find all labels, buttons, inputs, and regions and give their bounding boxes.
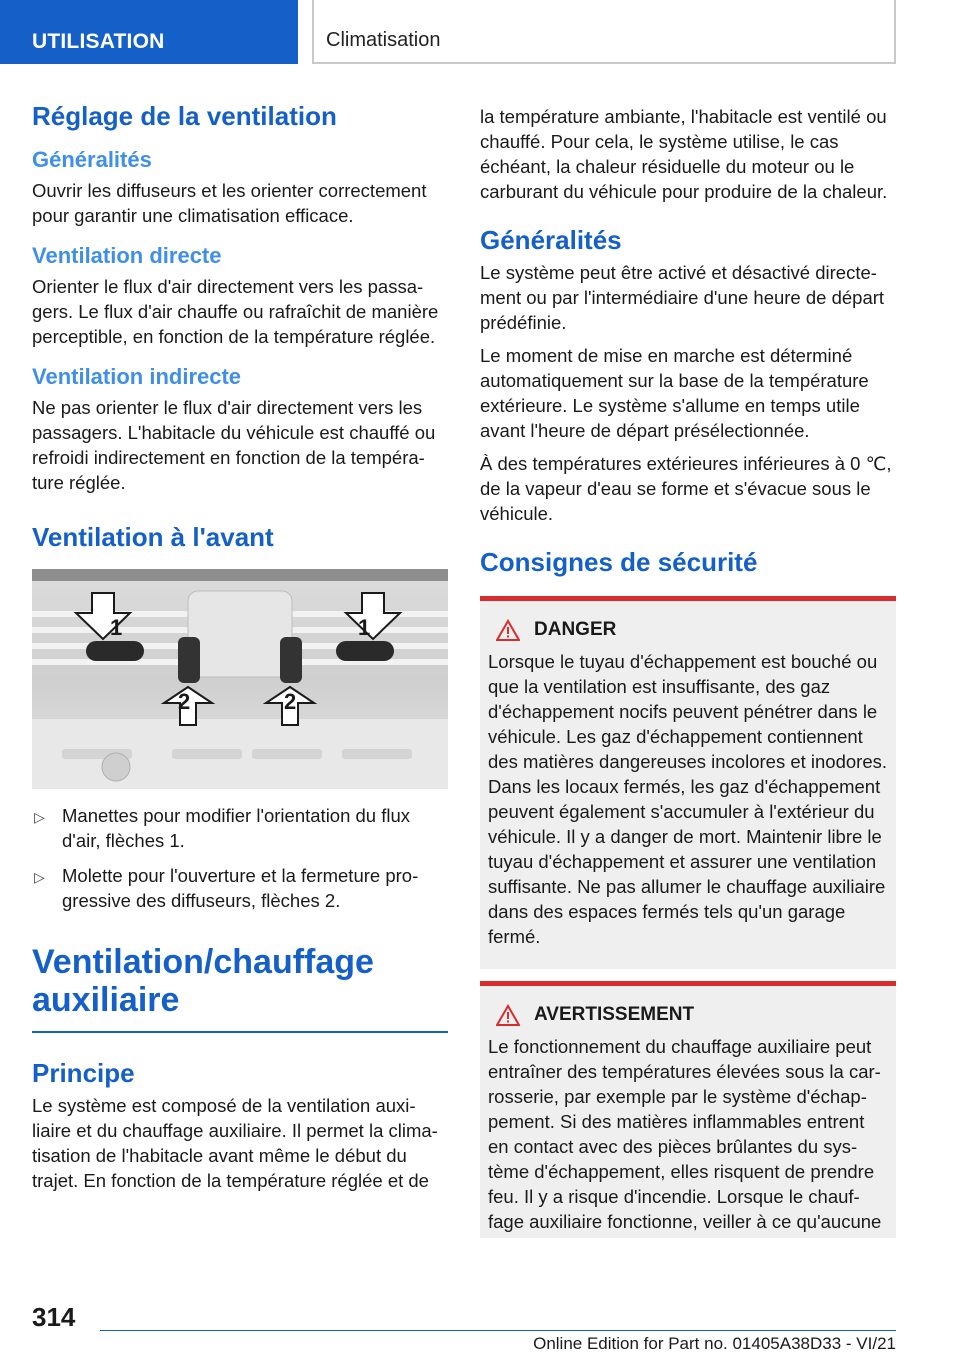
edition-footer: Online Edition for Part no. 01405A38D33 - VI/21 (533, 1334, 896, 1353)
dashboard-vents-photo (32, 569, 448, 789)
footer-rule (100, 1330, 896, 1331)
heading-rule (32, 1031, 448, 1033)
section-tab: UTILISATION (0, 0, 298, 64)
arrow-label-1-right: 1 (358, 615, 371, 640)
avertissement-box (480, 981, 896, 1238)
generalites-p2: Le moment de mise en marche est déterminé automatiquement sur la base de la température extérieure. Le système s'allume en temps utile avant l'heure de départ présélectionnée. (480, 345, 869, 441)
right-column (480, 104, 896, 1238)
chapter-title: Climatisation (312, 0, 896, 64)
continued-text: la température ambiante, l'habitacle est ventilé ou chauffé. Pour cela, le système utilise, le cas échéant, la chaleur résiduelle du moteur ou le carburant du véhicule pour produire de la chaleur. (480, 106, 888, 202)
arrow-label-2-right: 2 (284, 689, 297, 714)
arrow-label-2-left: 2 (178, 689, 191, 714)
generalites-text: Ouvrir les diffuseurs et les orienter correctement pour garantir une climatisation efficace. (32, 180, 427, 226)
page-number: 314 (32, 1302, 76, 1332)
generalites-heading: Généralités (32, 147, 152, 172)
ventilation-indirecte-text: Ne pas orienter le flux d'air directement vers les passagers. L'habitacle du véhicule est chauffé ou refroidi indirectement en fonction de la température réglée. (32, 397, 436, 493)
triangle-right-icon: ▷ (34, 869, 45, 885)
warning-triangle-icon (496, 619, 520, 641)
principe-text: Le système est composé de la ventilation auxiliaire et du chauffage auxiliaire. Il permet la climatisation de l'habitacle avant même le début du trajet. En fonction de la température réglée et de (32, 1095, 438, 1191)
ventilation-indirecte-heading: Ventilation indirecte (32, 364, 242, 389)
ventilation-directe-heading: Ventilation directe (32, 243, 222, 268)
list-item: ▷ Manettes pour modifier l'orientation du flux d'air, flèches 1. (34, 805, 411, 851)
aux-heading: Ventilation/chauffage auxiliaire (32, 943, 374, 1019)
avertissement-text: Le fonctionnement du chauffage auxiliaire peut entraîner des températures élevées sous la carrosserie, par exemple par le système d'échappement. Si des matières inflammables entrent en contact avec des pièces brûlantes du système d'échappement, elles risquent de prendre feu. Il y a risque d'incendie. Lorsque le chauffage auxiliaire fonctionne, veiller à ce qu'aucune (488, 1036, 882, 1232)
consignes-heading: Consignes de sécurité (480, 547, 758, 577)
arrow-label-1-left: 1 (110, 615, 123, 640)
principe-heading: Principe (32, 1058, 135, 1088)
section-title: Réglage de la ventilation (32, 101, 337, 131)
warning-triangle-icon (496, 1004, 520, 1026)
avertissement-label: AVERTISSEMENT (534, 1004, 695, 1025)
list-item: ▷ Molette pour l'ouverture et la fermeture progressive des diffuseurs, flèches 2. (34, 865, 419, 911)
photo-legend-list (32, 803, 448, 913)
avertissement-header (496, 1004, 888, 1026)
triangle-right-icon: ▷ (34, 809, 45, 825)
danger-header (496, 619, 888, 641)
generalites-p3: À des températures extérieures inférieures à 0 ℃, de la vapeur d'eau se forme et s'évacue sous le véhicule. (480, 453, 892, 524)
danger-label: DANGER (534, 619, 617, 640)
left-column (32, 100, 448, 1193)
ventilation-directe-text: Orienter le flux d'air directement vers les passagers. Le flux d'air chauffe ou rafraîchit de manière perceptible, en fonction de la température réglée. (32, 276, 439, 347)
danger-box (480, 596, 896, 969)
danger-text: Lorsque le tuyau d'échappement est bouché ou que la ventilation est insuffisante, des gaz d'échappement nocifs peuvent pénétrer dans le véhicule. Les gaz d'échappement contiennent des matières dangereuses incolores et inodores. Dans les locaux fermés, les gaz d'échappement peuvent également s'accumuler à l'extérieur du véhicule. Il y a danger de mort. Maintenir libre le tuyau d'échappement et assurer une ventilation suffisante. Ne pas allumer le chauffage auxiliaire dans des espaces fermés tels qu'un garage fermé. (488, 651, 888, 947)
generalites-p1: Le système peut être activé et désactivé directement ou par l'intermédiaire d'une heure de départ prédéfinie. (480, 262, 885, 333)
generalites-heading-right: Généralités (480, 225, 622, 255)
ventilation-avant-heading: Ventilation à l'avant (32, 522, 274, 552)
